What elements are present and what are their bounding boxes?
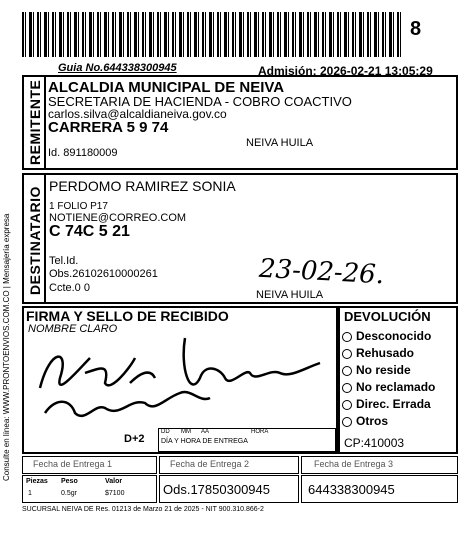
guia-number: Guia No.644338300945 [58, 62, 177, 74]
piezas-value: 1 [28, 490, 32, 497]
fecha-entrega-label: DÍA Y HORA DE ENTREGA [161, 438, 248, 445]
remitente-city: NEIVA HUILA [246, 137, 314, 149]
remitente-id: Id. 891180009 [48, 147, 118, 159]
devolucion-title: DEVOLUCIÓN [344, 309, 431, 324]
destinatario-name: PERDOMO RAMIREZ SONIA [49, 178, 236, 194]
devolucion-box [338, 306, 458, 454]
radio-icon [342, 400, 352, 410]
fecha-entrega-1-cell [22, 456, 157, 474]
destinatario-tel: Tel.Id. [49, 255, 79, 267]
radio-icon [342, 332, 352, 342]
fecha-entrega-3-cell [301, 456, 458, 474]
handwritten-date: 23-02-26. [258, 253, 385, 291]
divider [44, 175, 46, 302]
ods-value: Ods.17850300945 [163, 482, 270, 497]
option-label: No reclamado [356, 380, 436, 394]
option-label: No reside [356, 363, 411, 377]
piezas-label: Piezas [26, 478, 48, 485]
destinatario-city: NEIVA HUILA [256, 289, 324, 301]
remitente-line1: ALCALDIA MUNICIPAL DE NEIVA [48, 79, 285, 96]
remitente-line2: SECRETARIA DE HACIENDA - COBRO COACTIVO [48, 94, 352, 109]
option-rehusado[interactable] [342, 345, 435, 362]
peso-value: 0.5gr [61, 490, 77, 497]
radio-icon [342, 417, 352, 427]
devolucion-options [342, 328, 435, 430]
option-direc-errada[interactable] [342, 396, 435, 413]
destinatario-ccte: Ccte.0 0 [49, 282, 90, 294]
valor-value: $7100 [105, 490, 125, 497]
sucursal-text: SUCURSAL NEIVA DE Res. 01213 de Marzo 21 de 2025 - NIT 900.310.866-2 [22, 506, 264, 513]
option-label: Rehusado [356, 346, 415, 360]
option-label: Desconocido [356, 329, 432, 343]
option-desconocido[interactable] [342, 328, 435, 345]
destinatario-obs: Obs.26102610000261 [49, 268, 158, 280]
nombre-claro-label: NOMBRE CLARO [28, 323, 118, 335]
piezas-peso-valor-cell [22, 475, 157, 503]
option-otros[interactable] [342, 413, 435, 430]
d-plus-label: D+2 [124, 433, 145, 445]
remitente-label: REMITENTE [27, 79, 43, 165]
fecha-entrega-1-label: Fecha de Entrega 1 [33, 459, 113, 469]
peso-label: Peso [61, 478, 78, 485]
radio-icon [342, 383, 352, 393]
mm-label: MM [181, 429, 191, 435]
destinatario-folio: 1 FOLIO P17 [49, 201, 108, 212]
firma-title: FIRMA Y SELLO DE RECIBIDO [26, 308, 229, 324]
fecha-entrega-2-label: Fecha de Entrega 2 [170, 459, 250, 469]
aa-label: AA [201, 429, 210, 435]
cp-code: CP:410003 [344, 436, 405, 450]
option-label: Otros [356, 414, 389, 428]
fecha-entrega-grid [158, 428, 336, 452]
fecha-entrega-3-label: Fecha de Entrega 3 [314, 459, 394, 469]
remitente-address: CARRERA 5 9 74 [48, 119, 169, 136]
divider [44, 77, 46, 168]
page-number: 8 [410, 18, 422, 40]
hora-label: HORA [251, 429, 269, 435]
admision-date: Admisión: 2026-02-21 13:05:29 [258, 64, 433, 78]
destinatario-label: DESTINATARIO [27, 186, 43, 295]
dd-label: DD [161, 429, 170, 435]
option-no-reside[interactable] [342, 362, 435, 379]
guia-cell [301, 475, 458, 503]
remitente-email: carlos.silva@alcaldianeiva.gov.co [48, 107, 227, 121]
fecha-entrega-2-cell [159, 456, 299, 474]
option-label: Direc. Errada [356, 397, 431, 411]
destinatario-email: NOTIENE@CORREO.COM [49, 212, 187, 224]
guia-value: 644338300945 [308, 482, 395, 497]
side-text: Consulte en línea: WWW.PRONTOENVIOS.COM.CO | Mensajería expresa [2, 213, 11, 482]
ods-cell [159, 475, 299, 503]
firma-box [22, 306, 338, 454]
destinatario-box [22, 173, 458, 304]
radio-icon [342, 349, 352, 359]
barcode [22, 12, 402, 57]
remitente-box [22, 75, 458, 170]
signature [30, 328, 330, 428]
radio-icon [342, 366, 352, 376]
destinatario-address: C 74C 5 21 [49, 223, 130, 240]
valor-label: Valor [105, 478, 123, 485]
option-no-reclamado[interactable] [342, 379, 435, 396]
